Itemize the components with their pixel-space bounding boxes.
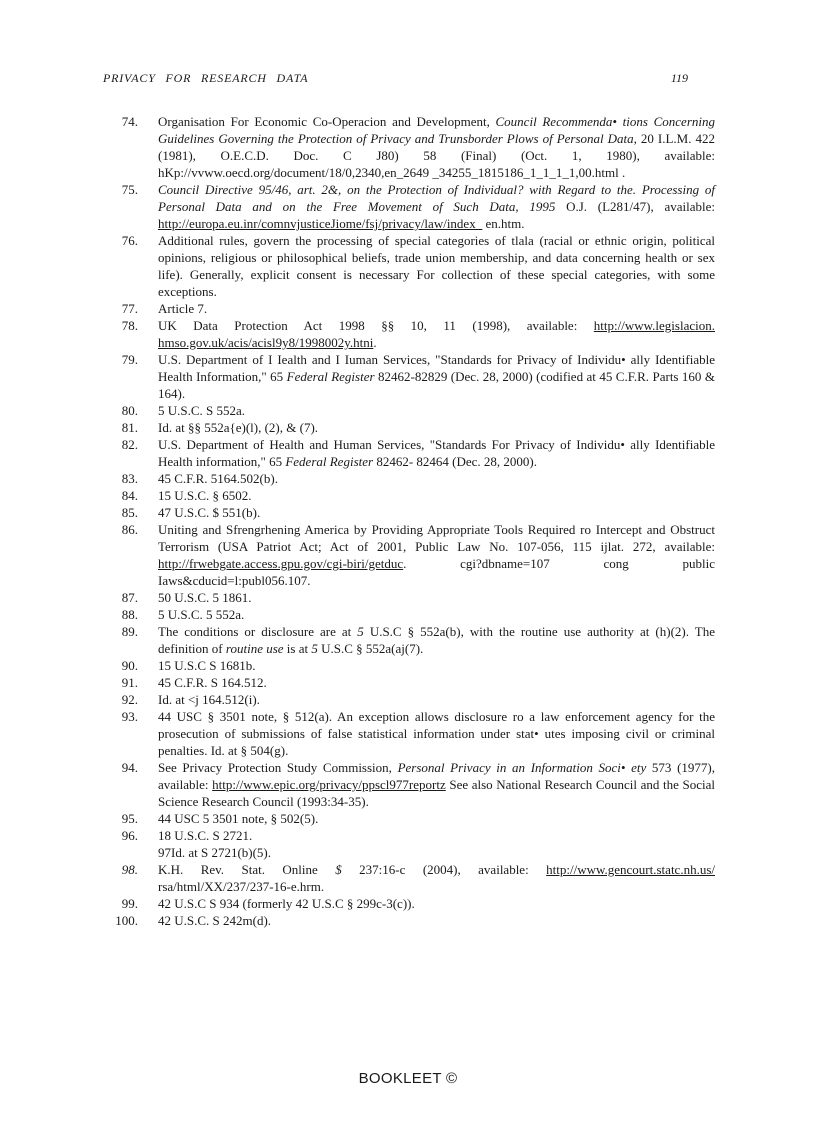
endnote-number: 80. xyxy=(121,403,138,418)
text-run: 18 U.S.C. S 2721. xyxy=(158,828,253,843)
italic-citation: 5 xyxy=(357,624,364,639)
endnote-text xyxy=(158,419,715,436)
endnote-text xyxy=(158,674,715,691)
endnote-text xyxy=(158,895,715,912)
endnote-text xyxy=(158,708,715,759)
endnote-number: 91. xyxy=(121,675,138,690)
text-run: is at xyxy=(283,641,312,656)
endnote-text xyxy=(158,589,715,606)
text-run: 20 I.L.M. 422 (1981), O.E.C.D. Doc. C J80) 58 (Final) (Oct. 1, 1980), available: hKp://vvww.oecd.org/document/18/0,2340,en_2649 _34255_1815186_1_1_1_1,00.html . xyxy=(158,131,715,180)
endnote-number: 82. xyxy=(121,437,138,452)
text-run: Additional rules, govern the processing of special categories of tlala (racial or ethnic origin, political opinions, religious or philosophical beliefs, trade union membership, and data concerning health or sex life). Generally, explicit consent is necessary For collection of these special categories, with some exceptions. xyxy=(158,233,715,299)
url-link[interactable]: http://frwebgate.access.gpu.gov/cgi-biri/getduc xyxy=(158,556,404,571)
endnote-item xyxy=(100,419,715,436)
endnote-number: 89. xyxy=(121,624,138,639)
endnote-number: 86. xyxy=(121,522,138,537)
endnote-text xyxy=(158,317,715,351)
text-run: 42 U.S.C. S 242m(d). xyxy=(158,913,272,928)
running-title: PRIVACY FOR RESEARCH DATA xyxy=(103,71,309,85)
endnote-item xyxy=(100,436,715,470)
endnotes-list xyxy=(100,113,715,929)
url-link[interactable]: http://www.legislacion. hmso.gov.uk/acis/acisl9y8/1998002y.htni xyxy=(158,318,715,350)
italic-citation: 5 xyxy=(311,641,318,656)
endnote-text xyxy=(158,623,715,657)
italic-citation: Federal Register xyxy=(285,454,374,469)
endnote-item xyxy=(100,674,715,691)
endnote-text xyxy=(158,181,715,232)
text-run: 82462- 82464 (Dec. 28, 2000). xyxy=(373,454,537,469)
endnote-text xyxy=(158,300,715,317)
endnote-item xyxy=(100,759,715,810)
text-run: rsa/html/XX/237/237-16-e.hrm. xyxy=(158,879,325,894)
endnote-item xyxy=(100,861,715,895)
endnote-item xyxy=(100,232,715,300)
endnote-text xyxy=(158,470,715,487)
watermark-footer: BOOKLEET © xyxy=(358,1070,458,1087)
text-run: 50 U.S.C. 5 1861. xyxy=(158,590,252,605)
text-run: Organisation For Economic Co-Operacion and Development, xyxy=(158,114,496,129)
endnote-item xyxy=(100,657,715,674)
endnote-number: 74. xyxy=(121,114,138,129)
text-run: en.htm. xyxy=(482,216,525,231)
endnote-text xyxy=(158,844,715,861)
url-link[interactable]: http://www.epic.org/privacy/ppscl977reportz xyxy=(212,777,446,792)
text-run: 42 U.S.C S 934 (formerly 42 U.S.C § 299c-3(c)). xyxy=(158,896,415,911)
endnote-number: 75. xyxy=(121,182,138,197)
endnote-item xyxy=(100,300,715,317)
endnote-item xyxy=(100,691,715,708)
endnote-number: 94. xyxy=(121,760,138,775)
endnote-number: 99. xyxy=(121,896,138,911)
endnote-number: 83. xyxy=(121,471,138,486)
text-run: 44 USC § 3501 note, § 512(a). An exception allows disclosure ro a law enforcement agency for the prosecution of submissions of false statistical information under stat• utes imposing civil or criminal penalties. Id. at § 504(g). xyxy=(158,709,715,758)
text-run: O.J. (L281/47), available: xyxy=(555,199,715,214)
endnote-number: 76. xyxy=(121,233,138,248)
italic-citation: Council Directive 95/46, art. 2&, on the Protection of Individual? with Regard to the. Processing of Personal Data and on the Free Movement of Such Data, 1995 xyxy=(158,182,715,214)
text-run: 5 U.S.C. 5 552a. xyxy=(158,607,245,622)
url-link[interactable]: http://www.gencourt.statc.nh.us/ xyxy=(546,862,715,877)
text-run: The conditions or disclosure are at xyxy=(158,624,358,639)
text-run: 15 U.S.C S 1681b. xyxy=(158,658,256,673)
endnote-number: 96. xyxy=(121,828,138,843)
italic-citation: routine use xyxy=(225,641,284,656)
endnote-number: 100. xyxy=(115,913,138,928)
page-number: 119 xyxy=(670,71,688,85)
endnote-text xyxy=(158,402,715,419)
text-run: 82462-82829 (Dec. 28, 2000) (codified at 45 C.F.R. Parts 160 & 164). xyxy=(158,369,715,401)
endnote-item xyxy=(100,317,715,351)
endnote-text xyxy=(158,827,715,844)
text-run: 45 C.F.R. 5164.502(b). xyxy=(158,471,278,486)
text-run: K.H. Rev. Stat. Online xyxy=(158,862,336,877)
endnote-text xyxy=(158,436,715,470)
endnote-item xyxy=(100,402,715,419)
endnote-text xyxy=(158,521,715,589)
italic-citation: $ xyxy=(335,862,342,877)
text-run: 97Id. at S 2721(b)(5). xyxy=(158,845,272,860)
text-run: U.S.C § 552a(aj(7). xyxy=(317,641,424,656)
endnote-item xyxy=(100,895,715,912)
endnote-item xyxy=(100,470,715,487)
endnote-number: 95. xyxy=(121,811,138,826)
endnote-text xyxy=(158,232,715,300)
text-run: Id. at <j 164.512(i). xyxy=(158,692,260,707)
endnote-text xyxy=(158,606,715,623)
endnote-item xyxy=(100,827,715,844)
endnote-number: 84. xyxy=(121,488,138,503)
text-run: U.S.C § 552a(b), with the routine use authority at (h)(2). The definition of xyxy=(158,624,715,656)
italic-citation: Federal Register xyxy=(286,369,375,384)
endnote-number: 90. xyxy=(121,658,138,673)
text-run: . cgi?dbname=107 cong public Iaws&cducid=l:publ056.107. xyxy=(158,556,715,588)
endnote-number: 85. xyxy=(121,505,138,520)
text-run: UK Data Protection Act 1998 §§ 10, 11 (1998), available: xyxy=(158,318,594,333)
endnote-item xyxy=(100,589,715,606)
endnote-text xyxy=(158,810,715,827)
text-run: 15 U.S.C. § 6502. xyxy=(158,488,252,503)
endnote-text xyxy=(158,504,715,521)
text-run: 44 USC 5 3501 note, § 502(5). xyxy=(158,811,319,826)
endnote-item xyxy=(100,810,715,827)
endnote-number: 78. xyxy=(121,318,138,333)
endnote-text xyxy=(158,759,715,810)
italic-citation: Council Recommenda• tions Concerning Guidelines Governing the Protection of Privacy and Trunsborder Plows of Personal Data, xyxy=(158,114,715,146)
endnote-text xyxy=(158,657,715,674)
endnote-number: 88. xyxy=(121,607,138,622)
text-run: Article 7. xyxy=(158,301,208,316)
text-run: 5 U.S.C. S 552a. xyxy=(158,403,246,418)
text-run: 47 U.S.C. $ 551(b). xyxy=(158,505,261,520)
running-header xyxy=(103,71,688,89)
endnote-item xyxy=(100,844,715,861)
endnote-item xyxy=(100,504,715,521)
url-link[interactable]: http://europa.eu.inr/comnvjusticeJiome/fsj/privacy/law/index_ xyxy=(158,216,483,231)
endnote-item xyxy=(100,912,715,929)
text-run: Uniting and Sfrengrhening America by Providing Appropriate Tools Required ro Intercept and Obstruct Terrorism (USA Patriot Act; Act of 2001, Public Law No. 107-056, 115 ijlat. 272, available: xyxy=(158,522,715,554)
endnote-text xyxy=(158,113,715,181)
endnote-item xyxy=(100,708,715,759)
endnote-item xyxy=(100,606,715,623)
endnote-text xyxy=(158,691,715,708)
endnote-item xyxy=(100,521,715,589)
italic-citation: Personal Privacy in an Information Soci• ety xyxy=(397,760,647,775)
text-run: 45 C.F.R. S 164.512. xyxy=(158,675,267,690)
text-run: U.S. Department of I Iealth and I Iuman Services, "Standards for Privacy of Individu• ally Identifiable Health Information," 65 xyxy=(158,352,715,384)
endnote-item xyxy=(100,181,715,232)
text-run: . xyxy=(373,335,377,350)
endnote-number: 79. xyxy=(121,352,138,367)
endnote-item xyxy=(100,487,715,504)
endnote-item xyxy=(100,623,715,657)
endnote-number: 77. xyxy=(121,301,138,316)
endnote-number xyxy=(100,844,138,861)
endnote-text xyxy=(158,351,715,402)
text-run: See Privacy Protection Study Commission, xyxy=(158,760,398,775)
endnote-text xyxy=(158,912,715,929)
endnote-number: 93. xyxy=(121,709,138,724)
endnote-number: 98. xyxy=(121,862,138,877)
text-run: 573 (1977), available: xyxy=(158,760,715,792)
endnote-number: 92. xyxy=(121,692,138,707)
text-run: Id. at §§ 552a{e)(l), (2), & (7). xyxy=(158,420,319,435)
endnote-number: 87. xyxy=(121,590,138,605)
endnote-text xyxy=(158,487,715,504)
text-run: 237:16-c (2004), available: xyxy=(341,862,547,877)
endnote-item xyxy=(100,113,715,181)
endnote-text xyxy=(158,861,715,895)
text-run: U.S. Department of Health and Human Services, "Standards For Privacy of Individu• ally Identifiable Health information," 65 xyxy=(158,437,715,469)
endnote-number: 81. xyxy=(121,420,138,435)
text-run: See also National Research Council and the Social Science Research Council (1993:34-35). xyxy=(158,777,715,809)
endnote-item xyxy=(100,351,715,402)
